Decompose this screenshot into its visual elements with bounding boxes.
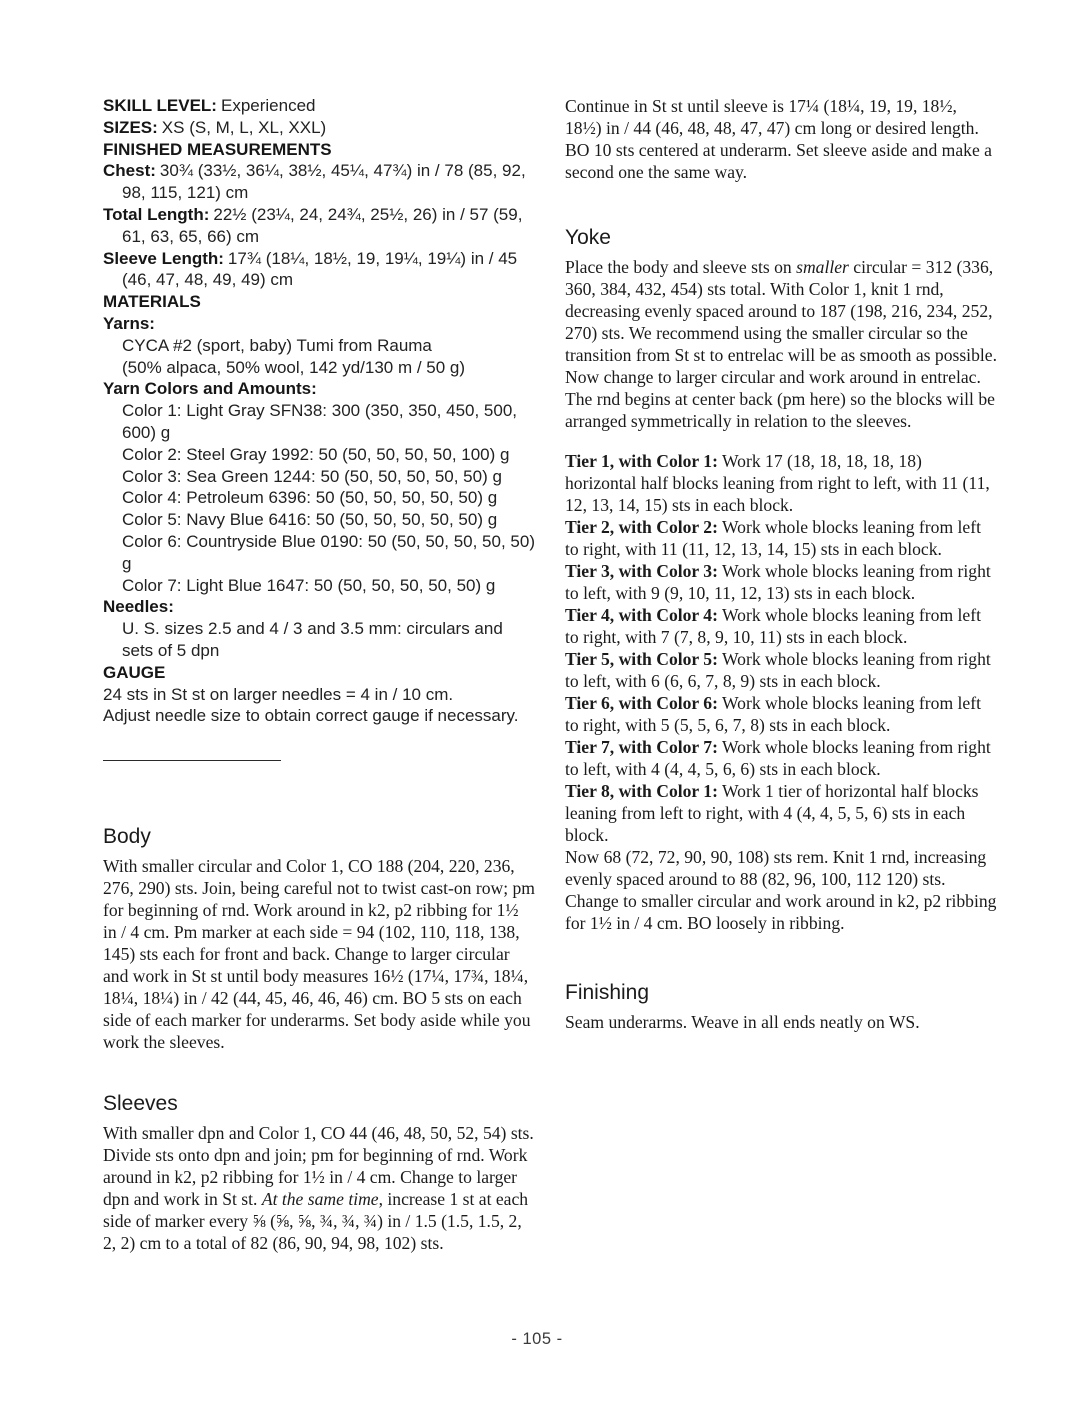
- sleeves-section-paragraph: [103, 1122, 535, 1254]
- paragraph: [565, 256, 997, 432]
- tier-text: Work 17 (18, 18, 18, 18, 18) horizontal half blocks leaning from right to left, with 11 (11, 12, 13, 14, 15) sts in each block.: [565, 451, 990, 515]
- paragraph: Continue in St st until sleeve is 17¼ (18¼, 19, 19, 18½, 18½) in / 44 (46, 48, 48, 47, 47) cm long or desired length. BO 10 sts centered at underarm. Set sleeve aside and make a second one the same way.: [565, 96, 992, 182]
- meta-heading-yarn-colors: [103, 378, 535, 400]
- left-column: [103, 95, 535, 1254]
- meta-label: Chest:: [103, 161, 156, 181]
- tier-label: Tier 6, with Color 6:: [565, 693, 718, 713]
- text-segment: circular = 312 (336, 360, 384, 432, 454) sts total. With Color 1, knit 1 rnd, decreasing evenly spaced around to 187 (198, 216, 234, 252, 270) sts. We recommend using the smaller circular so the transition from St st to entrelac will be as smooth as possible. Now change to larger circular and work around in entrelac. The rnd begins at center back (pm here) so the blocks will be arranged symmetrically in relation to the sleeves.: [565, 257, 997, 431]
- meta-line-color-2: [103, 444, 535, 466]
- tier-label: Tier 8, with Color 1:: [565, 781, 718, 801]
- tier-label: Tier 3, with Color 3:: [565, 561, 718, 581]
- tier-item: [565, 736, 997, 780]
- meta-heading-yarns: [103, 313, 535, 335]
- meta-line-gauge-value: [103, 684, 535, 706]
- meta-value: Color 6: Countryside Blue 0190: 50 (50, 50, 50, 50, 50) g: [122, 531, 535, 573]
- meta-value: CYCA #2 (sport, baby) Tumi from Rauma: [122, 335, 432, 355]
- meta-label: Yarn Colors and Amounts:: [103, 379, 317, 399]
- section-heading-body: Body: [103, 825, 151, 849]
- body-section-paragraph: [103, 855, 535, 1053]
- meta-line-color-6: [103, 531, 535, 575]
- italic-text-segment: At the same time: [261, 1189, 379, 1210]
- tier-item: [565, 516, 997, 560]
- tier-label: Tier 2, with Color 2:: [565, 517, 718, 537]
- meta-value: 17¾ (18¼, 18½, 19, 19¼, 19¼) in / 45 (46, 47, 48, 49, 49) cm: [122, 248, 518, 290]
- tier-text: Work whole blocks leaning from left to right, with 7 (7, 8, 9, 10, 11) sts in each block.: [565, 605, 981, 647]
- paragraph: Seam underarms. Weave in all ends neatly on WS.: [565, 1012, 920, 1032]
- meta-value: (50% alpaca, 50% wool, 142 yd/130 m / 50 g): [122, 357, 466, 377]
- tier-item: [565, 604, 997, 648]
- tier-label: Tier 4, with Color 4:: [565, 605, 718, 625]
- meta-value: Color 4: Petroleum 6396: 50 (50, 50, 50, 50, 50) g: [122, 488, 498, 508]
- meta-value: Color 1: Light Gray SFN38: 300 (350, 350, 450, 500, 600) g: [122, 401, 518, 442]
- text-segment: Place the body and sleeve sts on: [565, 257, 797, 277]
- text-segment: , increase 1 st at each side of marker every ⅝ (⅝, ⅝, ¾, ¾, ¾) in / 1.5 (1.5, 1.5, 2, 2, 2) cm to a total of 82 (86, 90, 94, 98, 102) sts.: [103, 1189, 529, 1254]
- meta-value: Experienced: [220, 96, 316, 115]
- tier-item: [565, 692, 997, 736]
- meta-value: Color 2: Steel Gray 1992: 50 (50, 50, 50, 50, 100) g: [122, 444, 510, 464]
- meta-label: Yarns:: [103, 313, 155, 333]
- finishing-paragraph: [565, 1011, 997, 1033]
- meta-label: MATERIALS: [103, 292, 201, 312]
- meta-label: SKILL LEVEL:: [103, 96, 217, 115]
- tier-text: Work whole blocks leaning from right to left, with 9 (9, 10, 11, 12, 13) sts in each block.: [565, 561, 991, 603]
- meta-line-total-length: [103, 204, 535, 248]
- tier-text: Work whole blocks leaning from left to right, with 11 (11, 12, 13, 14, 15) sts in each block.: [565, 517, 981, 559]
- meta-line-color-7: [103, 575, 535, 597]
- meta-value: XS (S, M, L, XL, XXL): [161, 117, 327, 137]
- pattern-meta-block: [103, 95, 535, 727]
- tier-text: Work whole blocks leaning from right to left, with 6 (6, 6, 7, 8, 9) sts in each block.: [565, 649, 991, 691]
- meta-line-needle-sizes: [103, 618, 535, 662]
- tier-text: Work whole blocks leaning from right to left, with 4 (4, 4, 5, 6, 6) sts in each block.: [565, 737, 991, 779]
- italic-text-segment: smaller: [796, 257, 849, 277]
- tier-item: [565, 648, 997, 692]
- yoke-tier-list: [565, 450, 997, 934]
- meta-heading-gauge: [103, 662, 535, 684]
- meta-value: 22½ (23¼, 24, 24¾, 25½, 26) in / 57 (59, 61, 63, 65, 66) cm: [122, 204, 523, 246]
- tier-item: [565, 560, 997, 604]
- meta-line-sleeve-length: [103, 248, 535, 292]
- text-segment: With smaller dpn and Color 1, CO 44 (46, 48, 50, 52, 54) sts. Divide sts onto dpn and join; pm for beginning of rnd. Work around in k2, p2 ribbing for 1½ in / 4 cm. Change to larger dpn and work in St st.: [103, 1123, 534, 1210]
- meta-line-chest: [103, 160, 535, 204]
- meta-line-gauge-note: [103, 705, 535, 727]
- meta-label: FINISHED MEASUREMENTS: [103, 139, 332, 159]
- meta-value: Color 7: Light Blue 1647: 50 (50, 50, 50, 50, 50) g: [122, 575, 496, 595]
- section-heading-finishing: Finishing: [565, 981, 650, 1004]
- tier-item: [565, 450, 997, 516]
- meta-heading-needles: [103, 596, 535, 618]
- meta-label: Sleeve Length:: [103, 248, 224, 268]
- tier-text: Work whole blocks leaning from left to right, with 5 (5, 5, 6, 7, 8) sts in each block.: [565, 693, 981, 735]
- meta-value: 30¾ (33½, 36¼, 38½, 45¼, 47¾) in / 78 (85, 92, 98, 115, 121) cm: [122, 161, 526, 203]
- meta-line-color-3: [103, 466, 535, 488]
- meta-value: 24 sts in St st on larger needles = 4 in / 10 cm.: [103, 684, 454, 704]
- tier-item: [565, 780, 997, 846]
- meta-heading-finished-measurements: [103, 139, 535, 161]
- right-column: [565, 95, 997, 1033]
- meta-line-color-4: [103, 487, 535, 509]
- meta-label: Needles:: [103, 597, 174, 617]
- paragraph: [103, 1122, 535, 1254]
- meta-label: Total Length:: [103, 204, 210, 224]
- meta-line-color-1: [103, 400, 535, 444]
- yoke-intro-paragraph: [565, 256, 997, 432]
- meta-heading-materials: [103, 291, 535, 313]
- tier-label: Tier 1, with Color 1:: [565, 451, 718, 471]
- meta-line-color-5: [103, 509, 535, 531]
- section-heading-sleeves: Sleeves: [103, 1092, 178, 1116]
- meta-line-yarn-brand: [103, 335, 535, 357]
- tier-label: Tier 7, with Color 7:: [565, 737, 718, 757]
- paragraph: With smaller circular and Color 1, CO 188 (204, 220, 236, 276, 290) sts. Join, being careful not to twist cast-on row; pm for beginning of rnd. Work around in k2, p2 ribbing for 1½ in / 4 cm. Pm marker at each side = 94 (102, 110, 118, 138, 145) sts each for front and back. Change to larger circular and work in St st until body measures 16½ (17¼, 17¾, 18¼, 18¼, 18¼) in / 42 (44, 45, 46, 46, 46) cm. BO 5 sts on each side of each marker for underarms. Set body aside while you work the sleeves.: [103, 856, 535, 1053]
- yoke-closing-paragraph: Now 68 (72, 72, 90, 90, 108) sts rem. Knit 1 rnd, increasing evenly spaced around to 88 (82, 96, 100, 112 120) sts. Change to smaller circular and work around in k2, p2 ribbing for 1½ in / 4 cm. BO loosely in ribbing.: [565, 847, 997, 933]
- meta-value: Color 5: Navy Blue 6416: 50 (50, 50, 50, 50, 50) g: [122, 510, 498, 530]
- section-heading-yoke: Yoke: [565, 226, 611, 249]
- section-divider-rule: [103, 760, 281, 761]
- page-number: - 105 -: [511, 1330, 563, 1348]
- tier-label: Tier 5, with Color 5:: [565, 649, 718, 669]
- sleeve-continuation-paragraph: [565, 95, 997, 183]
- meta-value: Color 3: Sea Green 1244: 50 (50, 50, 50, 50, 50) g: [122, 466, 502, 486]
- meta-value: Adjust needle size to obtain correct gauge if necessary.: [103, 706, 519, 726]
- tier-text: Work 1 tier of horizontal half blocks leaning from left to right, with 4 (4, 4, 5, 5, 6) sts in each block.: [565, 781, 979, 845]
- meta-label: GAUGE: [103, 662, 166, 682]
- meta-value: U. S. sizes 2.5 and 4 / 3 and 3.5 mm: circulars and sets of 5 dpn: [122, 619, 503, 660]
- meta-line-yarn-fiber: [103, 357, 535, 379]
- meta-line-sizes: [103, 117, 535, 139]
- meta-line-skill-level: [103, 95, 535, 117]
- meta-label: SIZES:: [103, 117, 158, 137]
